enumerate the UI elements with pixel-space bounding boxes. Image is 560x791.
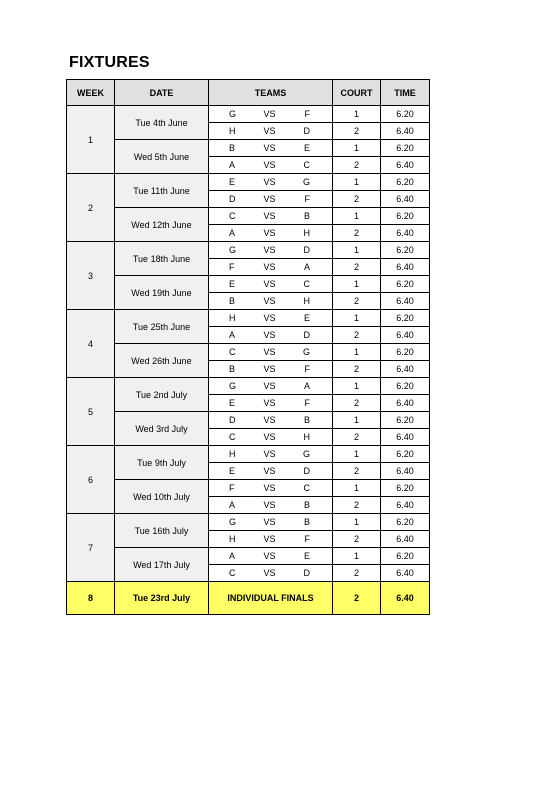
match-court: 2 — [333, 157, 381, 174]
table-row — [67, 310, 430, 327]
match-date: Tue 11th June — [115, 174, 209, 208]
home-team: E — [229, 279, 236, 289]
match-date: Wed 19th June — [115, 276, 209, 310]
vs-label: VS — [263, 313, 276, 323]
final-court: 2 — [333, 582, 381, 615]
teams-line — [209, 160, 332, 170]
away-team: D — [303, 245, 310, 255]
match-time: 6.20 — [381, 480, 430, 497]
match-teams — [209, 395, 333, 412]
home-team: G — [229, 381, 237, 391]
match-court: 2 — [333, 463, 381, 480]
table-row — [67, 378, 430, 395]
away-team: A — [303, 262, 310, 272]
table-row — [67, 446, 430, 463]
vs-label: VS — [263, 347, 276, 357]
teams-line — [209, 381, 332, 391]
match-time: 6.20 — [381, 446, 430, 463]
fixtures-table — [66, 79, 430, 615]
match-date: Wed 12th June — [115, 208, 209, 242]
teams-line — [209, 126, 332, 136]
match-time: 6.20 — [381, 412, 430, 429]
match-teams — [209, 174, 333, 191]
final-time: 6.40 — [381, 582, 430, 615]
match-teams — [209, 361, 333, 378]
teams-line — [209, 466, 332, 476]
table-row — [67, 344, 430, 361]
home-team: A — [229, 551, 236, 561]
vs-label: VS — [263, 398, 276, 408]
away-team: D — [303, 568, 310, 578]
vs-label: VS — [263, 109, 276, 119]
vs-label: VS — [263, 279, 276, 289]
match-court: 2 — [333, 327, 381, 344]
match-teams — [209, 242, 333, 259]
match-time: 6.20 — [381, 276, 430, 293]
teams-line — [209, 449, 332, 459]
away-team: F — [304, 364, 310, 374]
match-teams — [209, 429, 333, 446]
home-team: G — [229, 245, 237, 255]
match-court: 1 — [333, 140, 381, 157]
home-team: D — [229, 194, 236, 204]
vs-label: VS — [263, 415, 276, 425]
away-team: H — [303, 228, 310, 238]
vs-label: VS — [263, 126, 276, 136]
match-time: 6.20 — [381, 548, 430, 565]
match-time: 6.40 — [381, 497, 430, 514]
table-row — [67, 412, 430, 429]
match-teams — [209, 514, 333, 531]
vs-label: VS — [263, 228, 276, 238]
match-time: 6.40 — [381, 225, 430, 242]
match-teams — [209, 480, 333, 497]
teams-line — [209, 551, 332, 561]
home-team: H — [229, 534, 236, 544]
vs-label: VS — [263, 211, 276, 221]
match-time: 6.40 — [381, 123, 430, 140]
match-teams — [209, 208, 333, 225]
match-time: 6.20 — [381, 208, 430, 225]
match-date: Tue 25th June — [115, 310, 209, 344]
match-court: 2 — [333, 293, 381, 310]
vs-label: VS — [263, 177, 276, 187]
home-team: C — [229, 347, 236, 357]
match-date: Wed 10th July — [115, 480, 209, 514]
away-team: D — [303, 330, 310, 340]
page-title: FIXTURES — [69, 54, 150, 71]
match-date: Tue 4th June — [115, 106, 209, 140]
match-time: 6.40 — [381, 293, 430, 310]
match-time: 6.40 — [381, 395, 430, 412]
home-team: E — [229, 398, 236, 408]
vs-label: VS — [263, 330, 276, 340]
match-date: Tue 2nd July — [115, 378, 209, 412]
teams-line — [209, 415, 332, 425]
match-time: 6.40 — [381, 531, 430, 548]
table-row — [67, 208, 430, 225]
match-teams — [209, 106, 333, 123]
week-number: 6 — [67, 446, 115, 514]
vs-label: VS — [263, 160, 276, 170]
teams-line — [209, 296, 332, 306]
vs-label: VS — [263, 262, 276, 272]
week-number: 3 — [67, 242, 115, 310]
match-teams — [209, 191, 333, 208]
home-team: F — [229, 262, 235, 272]
teams-line — [209, 262, 332, 272]
match-time: 6.20 — [381, 242, 430, 259]
vs-label: VS — [263, 500, 276, 510]
table-row — [67, 242, 430, 259]
home-team: A — [229, 500, 236, 510]
match-date: Wed 3rd July — [115, 412, 209, 446]
match-court: 2 — [333, 259, 381, 276]
home-team: E — [229, 177, 236, 187]
vs-label: VS — [263, 245, 276, 255]
match-time: 6.20 — [381, 106, 430, 123]
away-team: D — [303, 466, 310, 476]
match-teams — [209, 259, 333, 276]
away-team: E — [303, 551, 310, 561]
home-team: A — [229, 228, 236, 238]
table-row — [67, 548, 430, 565]
vs-label: VS — [263, 432, 276, 442]
match-court: 1 — [333, 548, 381, 565]
away-team: B — [303, 500, 310, 510]
away-team: E — [303, 313, 310, 323]
header-teams: TEAMS — [209, 80, 333, 106]
match-court: 2 — [333, 531, 381, 548]
home-team: H — [229, 449, 236, 459]
table-row — [67, 140, 430, 157]
match-court: 2 — [333, 191, 381, 208]
away-team: F — [304, 398, 310, 408]
table-row — [67, 514, 430, 531]
match-teams — [209, 140, 333, 157]
teams-line — [209, 364, 332, 374]
header-date: DATE — [115, 80, 209, 106]
vs-label: VS — [263, 568, 276, 578]
home-team: A — [229, 330, 236, 340]
match-teams — [209, 344, 333, 361]
vs-label: VS — [263, 194, 276, 204]
teams-line — [209, 279, 332, 289]
teams-line — [209, 245, 332, 255]
home-team: E — [229, 466, 236, 476]
match-teams — [209, 412, 333, 429]
away-team: C — [303, 483, 310, 493]
match-time: 6.20 — [381, 310, 430, 327]
teams-line — [209, 347, 332, 357]
match-time: 6.20 — [381, 344, 430, 361]
teams-line — [209, 398, 332, 408]
home-team: H — [229, 313, 236, 323]
match-time: 6.40 — [381, 191, 430, 208]
match-teams — [209, 497, 333, 514]
week-number: 7 — [67, 514, 115, 582]
away-team: F — [304, 109, 310, 119]
match-teams — [209, 310, 333, 327]
home-team: B — [229, 364, 236, 374]
home-team: G — [229, 109, 237, 119]
match-court: 1 — [333, 310, 381, 327]
match-court: 1 — [333, 344, 381, 361]
match-time: 6.40 — [381, 429, 430, 446]
match-court: 1 — [333, 378, 381, 395]
teams-line — [209, 500, 332, 510]
away-team: G — [302, 177, 310, 187]
home-team: F — [229, 483, 235, 493]
match-date: Tue 16th July — [115, 514, 209, 548]
away-team: B — [303, 211, 310, 221]
vs-label: VS — [263, 534, 276, 544]
match-time: 6.40 — [381, 361, 430, 378]
away-team: B — [303, 517, 310, 527]
table-header-row — [67, 80, 430, 106]
match-court: 2 — [333, 225, 381, 242]
match-court: 2 — [333, 429, 381, 446]
away-team: C — [303, 279, 310, 289]
home-team: C — [229, 568, 236, 578]
match-teams — [209, 123, 333, 140]
away-team: C — [303, 160, 310, 170]
away-team: G — [302, 449, 310, 459]
vs-label: VS — [263, 551, 276, 561]
teams-line — [209, 109, 332, 119]
table-row — [67, 174, 430, 191]
vs-label: VS — [263, 483, 276, 493]
away-team: A — [303, 381, 310, 391]
teams-line — [209, 330, 332, 340]
table-row — [67, 276, 430, 293]
match-teams — [209, 446, 333, 463]
match-court: 1 — [333, 480, 381, 497]
match-court: 1 — [333, 208, 381, 225]
match-court: 2 — [333, 565, 381, 582]
teams-line — [209, 483, 332, 493]
vs-label: VS — [263, 466, 276, 476]
week-number: 4 — [67, 310, 115, 378]
vs-label: VS — [263, 381, 276, 391]
teams-line — [209, 177, 332, 187]
match-court: 2 — [333, 361, 381, 378]
final-week: 8 — [67, 582, 115, 615]
teams-line — [209, 211, 332, 221]
match-court: 2 — [333, 395, 381, 412]
home-team: G — [229, 517, 237, 527]
match-teams — [209, 378, 333, 395]
match-date: Wed 26th June — [115, 344, 209, 378]
away-team: F — [304, 534, 310, 544]
match-court: 1 — [333, 174, 381, 191]
away-team: H — [303, 296, 310, 306]
match-time: 6.20 — [381, 140, 430, 157]
match-court: 1 — [333, 276, 381, 293]
match-date: Wed 5th June — [115, 140, 209, 174]
final-teams: INDIVIDUAL FINALS — [209, 582, 333, 615]
match-teams — [209, 531, 333, 548]
match-time: 6.40 — [381, 157, 430, 174]
table-row — [67, 480, 430, 497]
home-team: B — [229, 296, 236, 306]
teams-line — [209, 568, 332, 578]
match-court: 1 — [333, 514, 381, 531]
match-teams — [209, 327, 333, 344]
match-court: 1 — [333, 412, 381, 429]
home-team: C — [229, 432, 236, 442]
match-teams — [209, 225, 333, 242]
teams-line — [209, 534, 332, 544]
teams-line — [209, 143, 332, 153]
match-time: 6.20 — [381, 514, 430, 531]
teams-line — [209, 194, 332, 204]
week-number: 2 — [67, 174, 115, 242]
vs-label: VS — [263, 449, 276, 459]
match-court: 2 — [333, 497, 381, 514]
match-court: 2 — [333, 123, 381, 140]
week-number: 1 — [67, 106, 115, 174]
home-team: H — [229, 126, 236, 136]
away-team: F — [304, 194, 310, 204]
away-team: B — [303, 415, 310, 425]
header-week: WEEK — [67, 80, 115, 106]
match-date: Tue 18th June — [115, 242, 209, 276]
vs-label: VS — [263, 143, 276, 153]
table-row — [67, 106, 430, 123]
match-teams — [209, 463, 333, 480]
vs-label: VS — [263, 517, 276, 527]
teams-line — [209, 228, 332, 238]
home-team: B — [229, 143, 236, 153]
match-teams — [209, 276, 333, 293]
match-time: 6.40 — [381, 565, 430, 582]
final-date: Tue 23rd July — [115, 582, 209, 615]
match-court: 1 — [333, 446, 381, 463]
match-time: 6.40 — [381, 327, 430, 344]
match-time: 6.40 — [381, 259, 430, 276]
match-date: Tue 9th July — [115, 446, 209, 480]
final-row — [67, 582, 430, 615]
match-teams — [209, 565, 333, 582]
match-court: 1 — [333, 242, 381, 259]
match-time: 6.20 — [381, 174, 430, 191]
vs-label: VS — [263, 364, 276, 374]
away-team: H — [303, 432, 310, 442]
header-time: TIME — [381, 80, 430, 106]
match-time: 6.40 — [381, 463, 430, 480]
match-teams — [209, 293, 333, 310]
teams-line — [209, 313, 332, 323]
match-time: 6.20 — [381, 378, 430, 395]
vs-label: VS — [263, 296, 276, 306]
home-team: A — [229, 160, 236, 170]
teams-line — [209, 432, 332, 442]
match-court: 1 — [333, 106, 381, 123]
week-number: 5 — [67, 378, 115, 446]
header-court: COURT — [333, 80, 381, 106]
away-team: G — [302, 347, 310, 357]
away-team: E — [303, 143, 310, 153]
fixtures-body — [67, 106, 430, 582]
away-team: D — [303, 126, 310, 136]
home-team: D — [229, 415, 236, 425]
home-team: C — [229, 211, 236, 221]
match-teams — [209, 157, 333, 174]
teams-line — [209, 517, 332, 527]
match-teams — [209, 548, 333, 565]
match-date: Wed 17th July — [115, 548, 209, 582]
